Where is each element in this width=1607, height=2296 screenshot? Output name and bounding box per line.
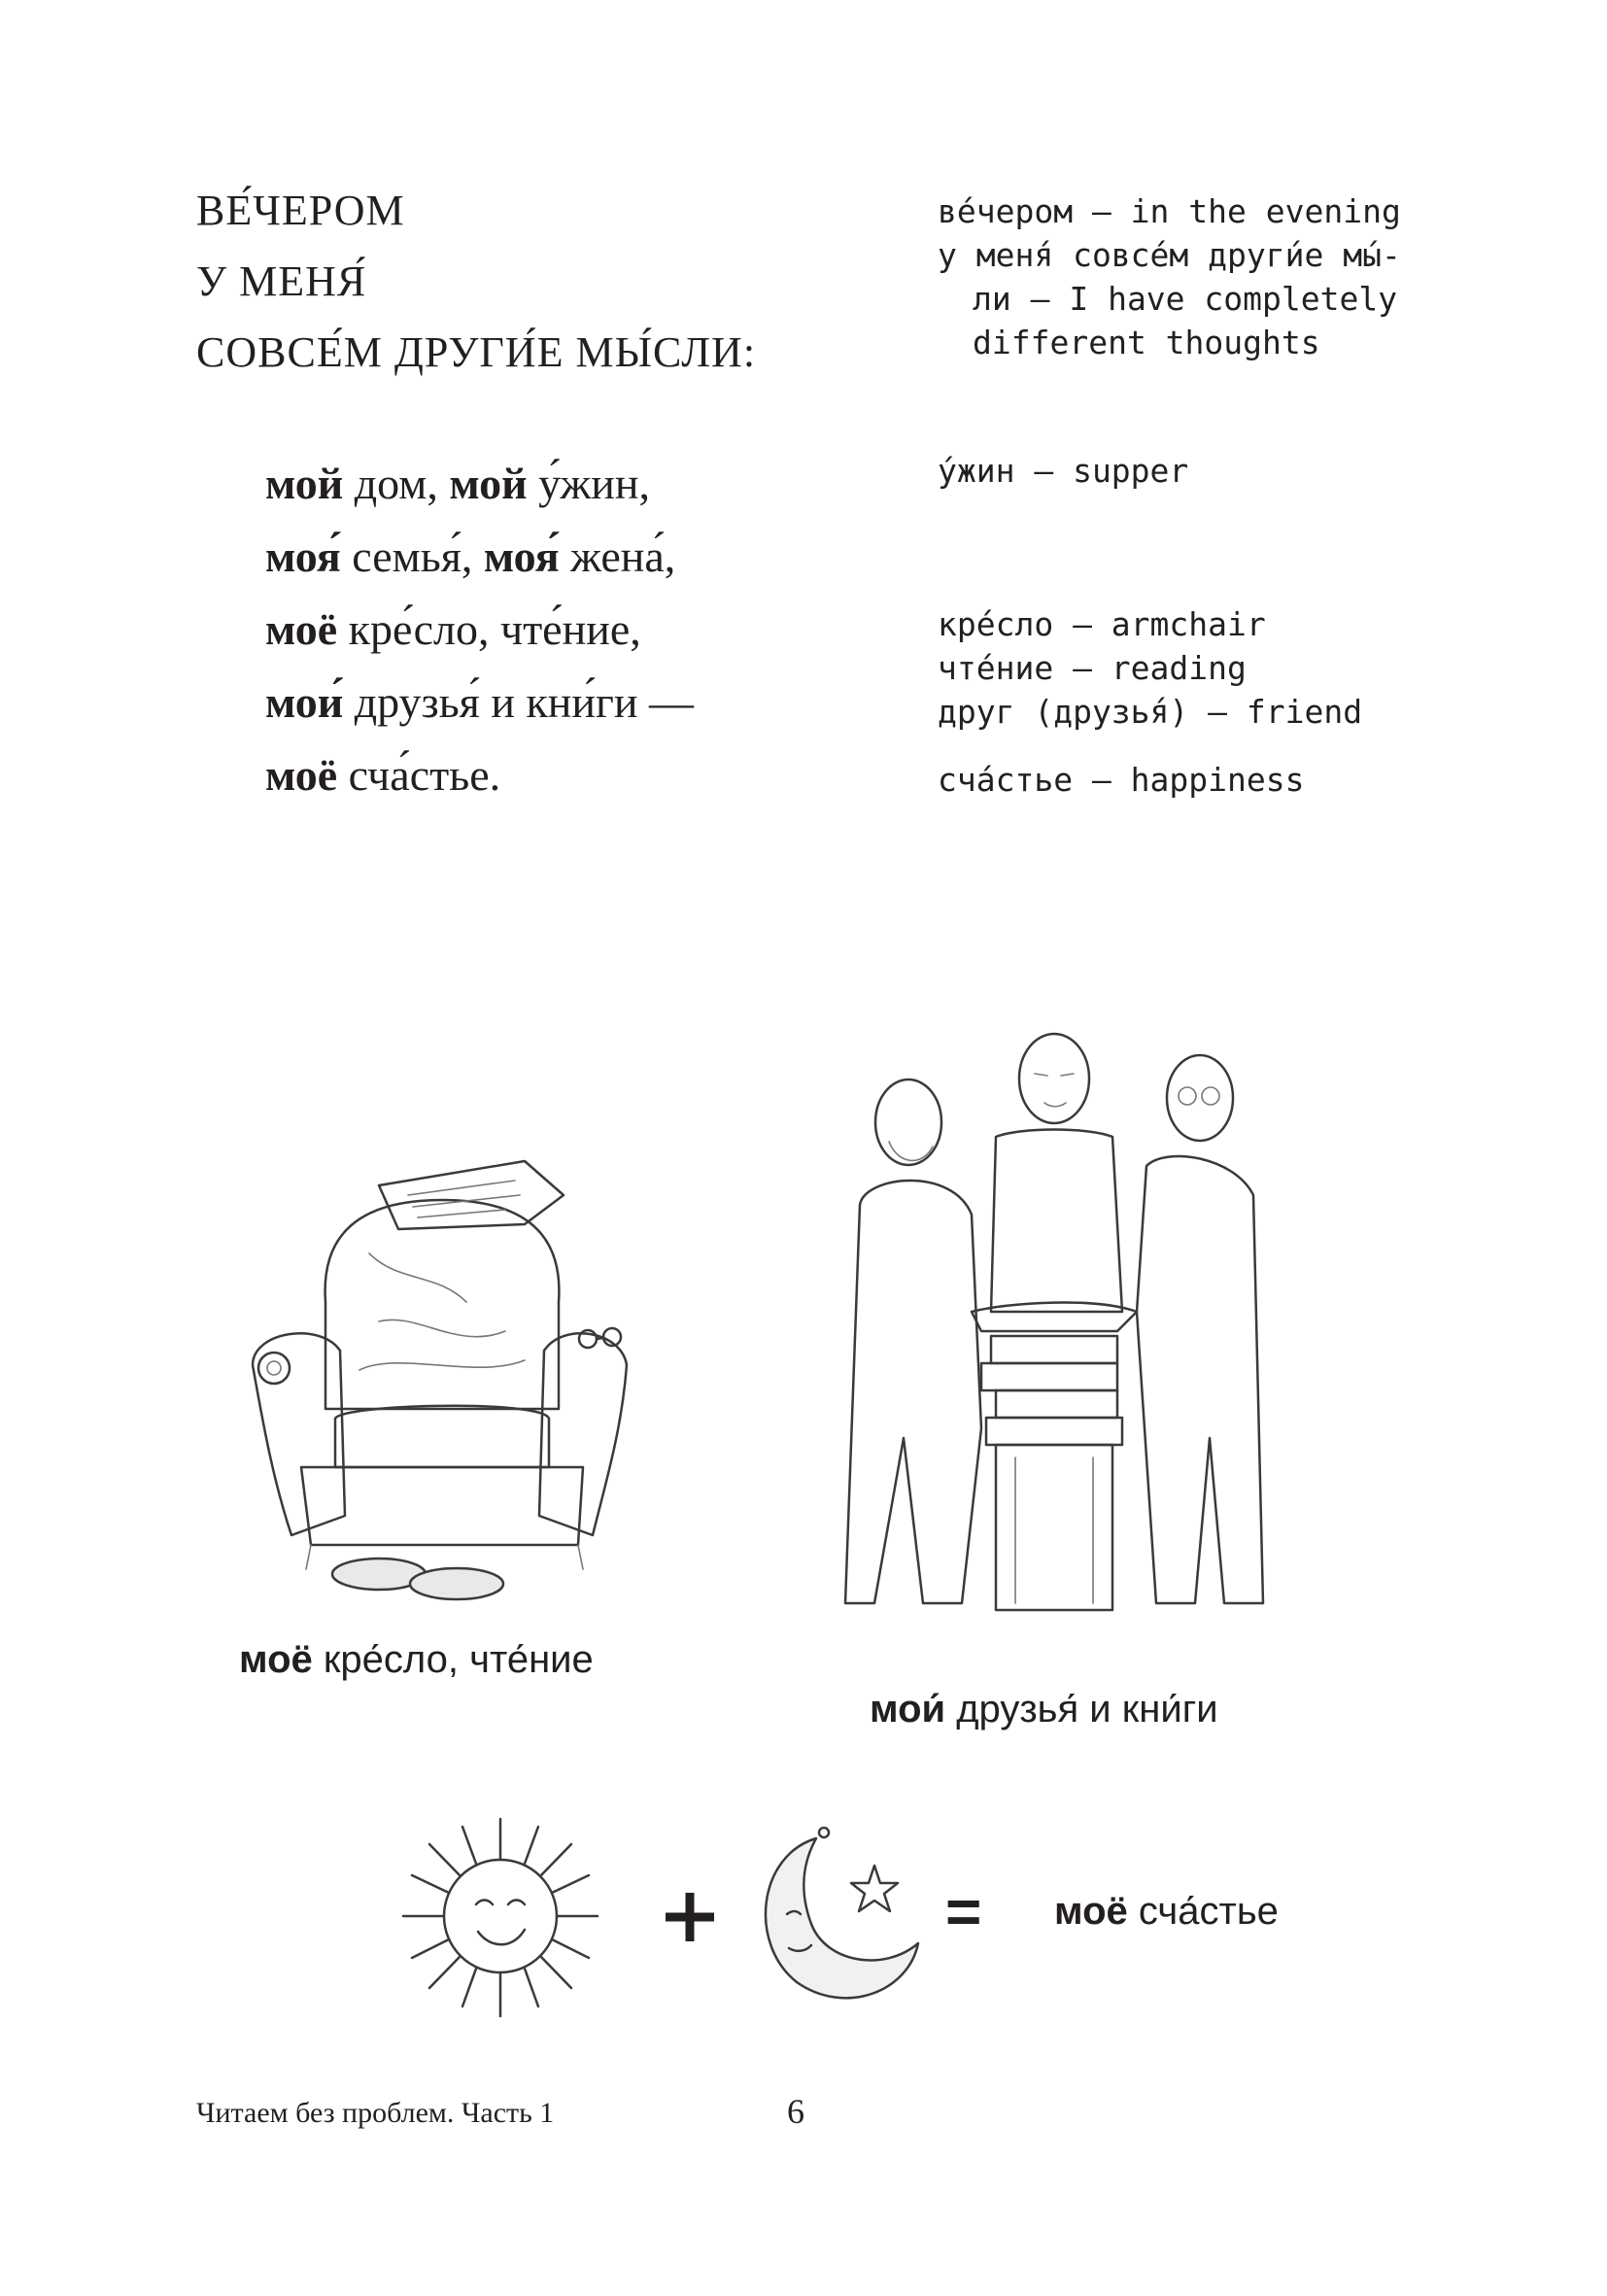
caption-text: друзья́ и кни́ги xyxy=(945,1688,1218,1731)
gloss-armchair xyxy=(938,602,1362,734)
moon-icon xyxy=(738,1827,923,2011)
gloss-line: кре́сло — armchair xyxy=(938,605,1266,643)
book-title-footer: Читаем без проблем. Часть 1 xyxy=(196,2097,555,2129)
gloss-line: сча́стье — happiness xyxy=(938,761,1305,799)
poem-bold-word: моя́ xyxy=(483,531,560,581)
heading-line-1: ВЕ́ЧЕРОМ xyxy=(196,187,405,234)
sun-icon xyxy=(398,1807,602,2031)
poem-bold-word: мой xyxy=(265,459,344,508)
caption-text: кре́сло, чте́ние xyxy=(312,1638,594,1681)
poem-text: сча́стье. xyxy=(337,750,501,800)
gloss-line: у́жин — supper xyxy=(938,452,1189,490)
caption-bold-word: мои́ xyxy=(870,1688,946,1731)
poem xyxy=(265,447,694,811)
gloss-line: ли — I have completely xyxy=(973,280,1398,318)
caption-bold-word: моё xyxy=(239,1638,313,1681)
poem-text: друзья́ и кни́ги — xyxy=(343,677,695,727)
friends-books-illustration xyxy=(826,1020,1282,1613)
poem-line-3 xyxy=(265,593,694,666)
caption-text: сча́стье xyxy=(1127,1890,1279,1933)
poem-line-2 xyxy=(265,520,694,593)
gloss-line: different thoughts xyxy=(973,324,1320,361)
poem-text: дом, xyxy=(343,459,450,508)
gloss-supper xyxy=(938,449,1188,493)
poem-bold-word: моя́ xyxy=(265,531,341,581)
caption-bold-word: моё xyxy=(1054,1890,1128,1933)
caption-armchair xyxy=(239,1638,594,1682)
poem-bold-word: моё xyxy=(265,750,338,800)
gloss-line: у меня́ совсе́м други́е мы́- xyxy=(938,236,1401,274)
gloss-line: чте́ние — reading xyxy=(938,649,1247,687)
heading-line-2: У МЕНЯ́ xyxy=(196,257,367,305)
gloss-evening xyxy=(938,189,1401,364)
caption-friends xyxy=(870,1688,1218,1731)
gloss-line: ве́чером — in the evening xyxy=(938,192,1401,230)
plus-text xyxy=(667,1875,707,1953)
poem-line-4 xyxy=(265,666,694,738)
caption-happiness xyxy=(1054,1890,1279,1934)
gloss-line: друг (друзья́) — friend xyxy=(938,693,1363,731)
poem-bold-word: мои́ xyxy=(265,677,344,727)
page-number: 6 xyxy=(787,2092,804,2131)
poem-text: жена́, xyxy=(559,531,676,581)
heading-line-3: СОВСЕ́М ДРУГИ́Е МЫ́СЛИ: xyxy=(196,328,757,376)
poem-bold-word: моё xyxy=(265,604,338,654)
section-heading xyxy=(196,175,756,388)
armchair-illustration xyxy=(233,1156,661,1603)
poem-text: у́жин, xyxy=(527,459,651,508)
poem-line-5 xyxy=(265,738,694,811)
equals-sign: = xyxy=(945,1876,982,1946)
poem-line-1 xyxy=(265,447,694,520)
poem-bold-word: мой xyxy=(449,459,528,508)
gloss-happiness xyxy=(938,758,1305,802)
poem-text: семья́, xyxy=(340,531,484,581)
poem-text: кре́сло, чте́ние, xyxy=(337,604,641,654)
